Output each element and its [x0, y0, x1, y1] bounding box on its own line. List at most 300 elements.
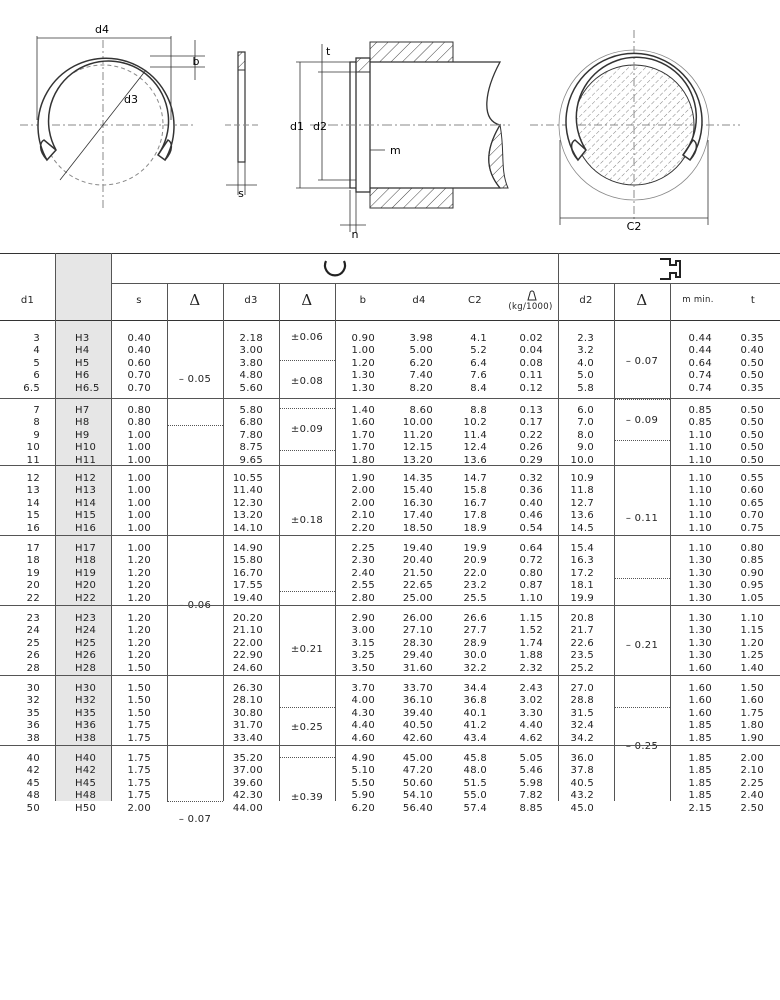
- table-cell: 5.05: [519, 753, 543, 764]
- column-d1-group-2: [0, 405, 40, 467]
- table-cell: 5.80: [239, 405, 263, 416]
- table-cell: H48: [75, 790, 97, 802]
- table-cell: 5.60: [239, 382, 263, 394]
- table-cell: 8.8: [470, 405, 487, 416]
- column-d3-group-7: [223, 753, 263, 815]
- table-cell: 25.5: [463, 592, 487, 604]
- table-cell: 20: [26, 580, 40, 592]
- column-d1-group-4: [0, 543, 40, 605]
- column-t-group-1: [726, 333, 764, 395]
- table-cell: 2.10: [351, 510, 375, 522]
- table-cell: 1.30: [688, 613, 712, 624]
- table-cell: H9: [75, 429, 90, 441]
- table-cell: H45: [75, 777, 97, 789]
- table-cell: 4.60: [351, 732, 375, 744]
- column-c2-group-3: [447, 473, 487, 535]
- table-cell: 5.00: [409, 345, 433, 357]
- table-cell: 9.0: [577, 442, 594, 454]
- table-cell: 0.60: [127, 357, 151, 369]
- table-cell: 14.35: [402, 473, 433, 484]
- column-t-group-2: [726, 405, 764, 467]
- table-cell: 24.60: [232, 662, 263, 674]
- table-cell: 41.2: [463, 720, 487, 732]
- column-code-group-4: [75, 543, 111, 605]
- table-cell: 21.10: [232, 625, 263, 637]
- column-d3-group-4: [223, 543, 263, 605]
- column-code-group-3: [75, 473, 111, 535]
- ring-side-view: [225, 52, 260, 195]
- table-cell: 45.00: [402, 753, 433, 764]
- table-cell: 33.70: [402, 683, 433, 694]
- table-cell: H25: [75, 637, 97, 649]
- column-code-group-6: [75, 683, 111, 745]
- column-b-group-7: [335, 753, 375, 815]
- table-cell: 0.08: [519, 357, 543, 369]
- table-cell: 26.00: [402, 613, 433, 624]
- table-cell: 2.32: [519, 662, 543, 674]
- table-cell: 1.60: [688, 662, 712, 674]
- label-b: b: [192, 55, 200, 68]
- table-cell: 1.88: [519, 650, 543, 662]
- table-cell: 0.11: [519, 370, 543, 382]
- table-cell: 13.6: [570, 510, 594, 522]
- table-cell: 44.00: [232, 802, 263, 814]
- table-cell: 4.40: [519, 720, 543, 732]
- table-cell: 3.15: [351, 637, 375, 649]
- column-b-group-2: [335, 405, 375, 467]
- table-cell: 0.64: [688, 357, 712, 369]
- table-cell: 2.30: [351, 555, 375, 567]
- table-cell: 0.74: [688, 382, 712, 394]
- table-cell: 16.3: [570, 555, 594, 567]
- table-cell: 10: [26, 442, 40, 454]
- table-cell: 4.40: [351, 720, 375, 732]
- table-cell: 1.52: [519, 625, 543, 637]
- table-cell: 1.00: [127, 497, 151, 509]
- table-cell: 1.60: [688, 683, 712, 694]
- table-cell: 1.70: [351, 429, 375, 441]
- table-cell: 1.20: [127, 613, 151, 624]
- label-d3: d3: [124, 93, 138, 106]
- table-cell: 3.50: [351, 662, 375, 674]
- tolerance-d2-3: – 0.11: [625, 513, 659, 524]
- table-cell: H36: [75, 720, 97, 732]
- table-cell: 1.10: [519, 592, 543, 604]
- table-cell: 0.75: [740, 522, 764, 534]
- table-cell: 48.0: [463, 765, 487, 777]
- table-cell: 9.65: [239, 454, 263, 466]
- table-cell: 25.00: [402, 592, 433, 604]
- table-cell: 35.20: [232, 753, 263, 764]
- table-cell: 0.80: [740, 543, 764, 554]
- column-code-group-7: [75, 753, 111, 815]
- table-cell: 1.40: [740, 662, 764, 674]
- table-cell: 3.00: [351, 625, 375, 637]
- table-cell: 0.74: [688, 370, 712, 382]
- table-cell: 8.4: [470, 382, 487, 394]
- header-weight: (kg/1000): [508, 302, 553, 312]
- table-cell: 1.30: [688, 637, 712, 649]
- header-c2: C2: [468, 295, 482, 306]
- table-cell: 1.90: [740, 732, 764, 744]
- table-cell: 37.8: [570, 765, 594, 777]
- table-cell: 1.30: [688, 592, 712, 604]
- table-cell: 8: [33, 417, 40, 429]
- table-cell: H40: [75, 753, 97, 764]
- table-cell: 0.65: [740, 497, 764, 509]
- column-m-group-4: [670, 543, 712, 605]
- table-cell: 40.1: [463, 707, 487, 719]
- table-cell: 45: [26, 777, 40, 789]
- table-cell: 8.0: [577, 429, 594, 441]
- table-cell: 19.9: [570, 592, 594, 604]
- column-w-group-7: [503, 753, 543, 815]
- table-cell: H38: [75, 732, 97, 744]
- table-cell: 0.90: [740, 567, 764, 579]
- table-cell: 0.36: [519, 485, 543, 497]
- column-s-group-2: [111, 405, 151, 467]
- table-cell: H6: [75, 370, 90, 382]
- table-cell: 16.70: [232, 567, 263, 579]
- table-cell: 18.9: [463, 522, 487, 534]
- table-cell: 1.75: [127, 765, 151, 777]
- table-cell: 1.30: [351, 382, 375, 394]
- table-cell: 1.75: [740, 707, 764, 719]
- table-cell: 1.10: [688, 485, 712, 497]
- table-cell: 0.02: [519, 333, 543, 344]
- table-cell: 0.40: [127, 345, 151, 357]
- column-d4-group-4: [391, 543, 433, 605]
- table-cell: 20.40: [402, 555, 433, 567]
- table-cell: H26: [75, 650, 97, 662]
- table-cell: 42.60: [402, 732, 433, 744]
- table-cell: 7.6: [470, 370, 487, 382]
- column-code-group-5: [75, 613, 111, 675]
- label-d2: d2: [313, 120, 327, 133]
- table-cell: 2.43: [519, 683, 543, 694]
- column-d1-group-7: [0, 753, 40, 815]
- table-cell: 0.29: [519, 454, 543, 466]
- column-d2-group-2: [558, 405, 594, 467]
- table-cell: 1.20: [351, 357, 375, 369]
- table-cell: 7.40: [409, 370, 433, 382]
- table-cell: 0.70: [127, 370, 151, 382]
- table-cell: 18: [26, 555, 40, 567]
- column-m-group-6: [670, 683, 712, 745]
- table-cell: 1.30: [688, 555, 712, 567]
- column-w-group-4: [503, 543, 543, 605]
- table-cell: 2.10: [740, 765, 764, 777]
- table-cell: 22.65: [402, 580, 433, 592]
- table-cell: 1.00: [127, 429, 151, 441]
- table-cell: 0.50: [740, 370, 764, 382]
- table-cell: 1.50: [127, 707, 151, 719]
- table-cell: 2.00: [351, 485, 375, 497]
- table-cell: 3.80: [239, 357, 263, 369]
- table-cell: 12.15: [402, 442, 433, 454]
- table-cell: 13: [26, 485, 40, 497]
- table-cell: 25: [26, 637, 40, 649]
- table-cell: 28: [26, 662, 40, 674]
- table-cell: 1.00: [127, 485, 151, 497]
- table-cell: H35: [75, 707, 97, 719]
- column-b-group-4: [335, 543, 375, 605]
- table-cell: 1.60: [688, 707, 712, 719]
- table-cell: 12.4: [463, 442, 487, 454]
- table-cell: 1.25: [740, 650, 764, 662]
- table-cell: H5: [75, 357, 90, 369]
- table-cell: H6.5: [75, 382, 100, 394]
- table-cell: 0.44: [688, 333, 712, 344]
- column-m-group-3: [670, 473, 712, 535]
- table-cell: 19.40: [402, 543, 433, 554]
- table-cell: 5.2: [470, 345, 487, 357]
- table-cell: 14.5: [570, 522, 594, 534]
- header-d2: d2: [579, 295, 593, 306]
- table-cell: 11.20: [402, 429, 433, 441]
- tolerance-d3-7: ±0.39: [290, 792, 324, 803]
- column-d1-group-5: [0, 613, 40, 675]
- column-m-group-7: [670, 753, 712, 815]
- tolerance-d3-2: ±0.08: [290, 376, 324, 387]
- table-cell: 17: [26, 543, 40, 554]
- table-cell: 50.60: [402, 777, 433, 789]
- table-cell: H15: [75, 510, 97, 522]
- table-cell: 17.40: [402, 510, 433, 522]
- table-cell: 21.50: [402, 567, 433, 579]
- column-m-group-1: [670, 333, 712, 395]
- table-cell: 34.4: [463, 683, 487, 694]
- table-cell: 0.95: [740, 580, 764, 592]
- table-cell: 1.00: [351, 345, 375, 357]
- header-delta-d2: Δ: [636, 291, 648, 309]
- column-d4-group-6: [391, 683, 433, 745]
- table-cell: H32: [75, 695, 97, 707]
- table-cell: 1.00: [127, 442, 151, 454]
- table-cell: 0.50: [740, 357, 764, 369]
- table-cell: 6.5: [23, 382, 40, 394]
- column-s-group-6: [111, 683, 151, 745]
- table-cell: 0.50: [740, 417, 764, 429]
- table-cell: 1.15: [740, 625, 764, 637]
- header-delta-d3: Δ: [301, 291, 313, 309]
- table-cell: 2.15: [688, 802, 712, 814]
- table-cell: 0.85: [688, 405, 712, 416]
- column-c2-group-2: [447, 405, 487, 467]
- table-cell: 1.05: [740, 592, 764, 604]
- header-m-min: m min.: [682, 295, 714, 305]
- table-cell: 26: [26, 650, 40, 662]
- table-cell: 1.85: [688, 753, 712, 764]
- table-cell: 14: [26, 497, 40, 509]
- table-cell: 1.20: [127, 567, 151, 579]
- table-cell: 0.60: [740, 485, 764, 497]
- table-cell: 0.70: [127, 382, 151, 394]
- table-cell: 19: [26, 567, 40, 579]
- table-cell: 1.10: [688, 454, 712, 466]
- table-cell: 1.50: [127, 695, 151, 707]
- table-cell: 11.8: [570, 485, 594, 497]
- column-b-group-3: [335, 473, 375, 535]
- table-cell: 36: [26, 720, 40, 732]
- table-cell: 24: [26, 625, 40, 637]
- table-cell: 0.40: [519, 497, 543, 509]
- column-t-group-6: [726, 683, 764, 745]
- column-w-group-1: [503, 333, 543, 395]
- table-cell: 17.8: [463, 510, 487, 522]
- table-cell: 6.4: [470, 357, 487, 369]
- table-cell: H14: [75, 497, 97, 509]
- table-cell: 32.2: [463, 662, 487, 674]
- table-cell: 21.7: [570, 625, 594, 637]
- table-cell: H28: [75, 662, 97, 674]
- column-t-group-3: [726, 473, 764, 535]
- column-d2-group-7: [558, 753, 594, 815]
- table-cell: 4.0: [577, 357, 594, 369]
- table-cell: 2.80: [351, 592, 375, 604]
- table-cell: 0.22: [519, 429, 543, 441]
- table-cell: 0.17: [519, 417, 543, 429]
- label-m: m: [390, 144, 401, 157]
- table-cell: 1.20: [740, 637, 764, 649]
- table-cell: 15.8: [463, 485, 487, 497]
- table-cell: 1.75: [127, 777, 151, 789]
- label-n: n: [351, 228, 359, 241]
- tolerance-d2-4: – 0.21: [625, 640, 659, 651]
- table-cell: 16.30: [402, 497, 433, 509]
- column-w-group-2: [503, 405, 543, 467]
- ring-front-view: [20, 36, 205, 210]
- table-cell: 0.85: [688, 417, 712, 429]
- table-cell: 3: [33, 333, 40, 344]
- table-cell: H10: [75, 442, 97, 454]
- table-cell: 1.50: [127, 662, 151, 674]
- table-cell: 4.80: [239, 370, 263, 382]
- table-cell: 2.3: [577, 333, 594, 344]
- table-cell: 1.10: [688, 497, 712, 509]
- table-cell: 8.60: [409, 405, 433, 416]
- table-cell: 57.4: [463, 802, 487, 814]
- table-cell: H24: [75, 625, 97, 637]
- column-code-group-1: [75, 333, 111, 395]
- group-separator: [0, 398, 780, 399]
- table-cell: 22.00: [232, 637, 263, 649]
- column-t-group-7: [726, 753, 764, 815]
- table-cell: 1.30: [351, 370, 375, 382]
- table-cell: 2.25: [740, 777, 764, 789]
- table-cell: 1.75: [127, 720, 151, 732]
- table-cell: 3.2: [577, 345, 594, 357]
- column-d1-group-1: [0, 333, 40, 395]
- table-cell: H11: [75, 454, 97, 466]
- table-cell: 54.10: [402, 790, 433, 802]
- table-cell: 1.10: [688, 543, 712, 554]
- table-cell: 19.40: [232, 592, 263, 604]
- table-cell: 20.9: [463, 555, 487, 567]
- column-s-group-5: [111, 613, 151, 675]
- column-d2-group-4: [558, 543, 594, 605]
- table-cell: 38: [26, 732, 40, 744]
- table-cell: 23.5: [570, 650, 594, 662]
- table-cell: 2.40: [351, 567, 375, 579]
- table-cell: 2.40: [740, 790, 764, 802]
- header-delta-s: Δ: [189, 291, 201, 309]
- column-b-group-5: [335, 613, 375, 675]
- table-cell: 48: [26, 790, 40, 802]
- table-cell: 4.90: [351, 753, 375, 764]
- table-cell: H4: [75, 345, 90, 357]
- column-s-group-7: [111, 753, 151, 815]
- column-d4-group-2: [391, 405, 433, 467]
- table-cell: 10.55: [232, 473, 263, 484]
- table-cell: 22: [26, 592, 40, 604]
- table-cell: 6: [33, 370, 40, 382]
- column-d2-group-6: [558, 683, 594, 745]
- table-cell: 32: [26, 695, 40, 707]
- table-cell: H23: [75, 613, 97, 624]
- table-cell: 5.0: [577, 370, 594, 382]
- table-cell: 1.00: [127, 510, 151, 522]
- table-cell: 39.60: [232, 777, 263, 789]
- table-cell: 0.80: [519, 567, 543, 579]
- column-b-group-1: [335, 333, 375, 395]
- column-d4-group-5: [391, 613, 433, 675]
- table-cell: 16.7: [463, 497, 487, 509]
- table-cell: 23.2: [463, 580, 487, 592]
- table-cell: 45.8: [463, 753, 487, 764]
- table-cell: 1.85: [688, 765, 712, 777]
- table-cell: 18.1: [570, 580, 594, 592]
- table-cell: 20.8: [570, 613, 594, 624]
- table-cell: 1.40: [351, 405, 375, 416]
- table-cell: 1.10: [688, 510, 712, 522]
- table-cell: 0.54: [519, 522, 543, 534]
- table-cell: 31.70: [232, 720, 263, 732]
- table-cell: 0.32: [519, 473, 543, 484]
- label-d1: d1: [290, 120, 304, 133]
- label-d4: d4: [95, 23, 109, 36]
- table-cell: 14.90: [232, 543, 263, 554]
- table-cell: 17.2: [570, 567, 594, 579]
- table-cell: 36.10: [402, 695, 433, 707]
- table-cell: 12.7: [570, 497, 594, 509]
- column-m-group-5: [670, 613, 712, 675]
- column-t-group-4: [726, 543, 764, 605]
- label-c2: C2: [626, 220, 642, 233]
- table-cell: 5.90: [351, 790, 375, 802]
- table-cell: 30: [26, 683, 40, 694]
- table-cell: 7.0: [577, 417, 594, 429]
- column-d1-group-3: [0, 473, 40, 535]
- table-cell: 2.18: [239, 333, 263, 344]
- table-cell: 3.00: [239, 345, 263, 357]
- table-cell: 2.00: [127, 802, 151, 814]
- table-cell: 47.20: [402, 765, 433, 777]
- group-separator: [0, 605, 780, 606]
- table-cell: 33.40: [232, 732, 263, 744]
- table-cell: 27.10: [402, 625, 433, 637]
- tolerance-d2-1: – 0.07: [625, 356, 659, 367]
- table-cell: 13.6: [463, 454, 487, 466]
- table-cell: 1.30: [688, 580, 712, 592]
- table-cell: 1.20: [127, 592, 151, 604]
- table-cell: 22.90: [232, 650, 263, 662]
- column-d1-group-6: [0, 683, 40, 745]
- table-cell: 0.72: [519, 555, 543, 567]
- table-cell: 0.50: [740, 454, 764, 466]
- table-cell: 28.8: [570, 695, 594, 707]
- column-s-group-1: [111, 333, 151, 395]
